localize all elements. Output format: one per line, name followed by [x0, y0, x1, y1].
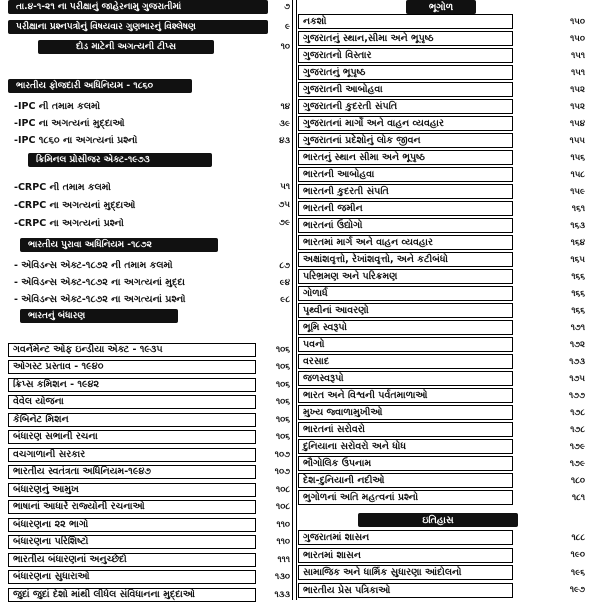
page-number: ૧૬૪ [570, 237, 585, 248]
index-entry[interactable] [298, 547, 595, 565]
entry-title: - એવિડન્સ એક્ટ-૧૮૭૨ ના અગત્યનાં પ્રશ્નો [14, 294, 186, 305]
page-number: ૧૦૬ [275, 432, 290, 443]
entry-title: ગુજરાતનો વિસ્તાર [298, 48, 513, 63]
index-entry[interactable] [8, 569, 292, 587]
page-number: ૧૦૭ [274, 449, 290, 460]
entry-title: જળસ્વરૂપો [298, 371, 513, 386]
page-number: ૧૭૮ [570, 407, 585, 418]
entry-title: વેવેલ યોજના [8, 395, 256, 409]
index-entry[interactable] [298, 234, 595, 251]
entry-title: ભારતની કુદરતી સંપતિ [298, 184, 513, 199]
index-entry[interactable] [298, 582, 595, 600]
page-number: ૧૭૫ [569, 373, 585, 384]
entry-title: ગુજરાતની આબોહવા [298, 82, 513, 97]
page-number: ૧૭૧ [570, 322, 585, 333]
page-number: ૯૮ [280, 294, 290, 305]
ipc-section-header-label: ભારતીય ફોજદારી અધિનિયમ - ૧૮૬૦ [16, 81, 154, 91]
evidence-section-header[interactable] [20, 238, 218, 252]
crpc-section-header[interactable] [28, 153, 212, 167]
page-number: ૧૬૫ [570, 254, 585, 265]
index-entry[interactable] [298, 285, 595, 302]
crpc-section-header-label: ક્રિમિનલ પ્રોસીજર એક્ટ-૧૯૭૩ [36, 155, 150, 165]
index-entry[interactable] [8, 115, 292, 132]
page-number: ૧૦૭ [274, 467, 290, 478]
page-number: ૧૫૦ [570, 33, 585, 44]
page-number: ૧૫૬ [570, 152, 585, 163]
notification-header[interactable] [8, 0, 268, 14]
page-number: ૭૫ [278, 200, 290, 210]
ipc-section-header[interactable] [8, 79, 192, 93]
page-number: ૧૬૬ [571, 271, 585, 282]
entry-title: બંધારણ સભાની રચના [8, 430, 256, 444]
page-number: ૯ [284, 22, 290, 32]
page-number: ૧૧૦ [276, 519, 290, 530]
index-entry[interactable] [298, 319, 595, 336]
entry-title: કેબિનેટ મિશન [8, 413, 256, 427]
page-number: ૧૭૮ [570, 424, 585, 435]
page-number: ૧૫૨ [570, 84, 585, 95]
tips-header-label: દોડ માટેની અગત્યની ટીપ્સ [75, 42, 177, 52]
index-entry[interactable] [8, 132, 292, 149]
entry-title: ભારત અને વિશ્વની પર્વતમાળાઓ [298, 388, 513, 403]
column-divider [296, 0, 297, 600]
index-entry[interactable] [8, 464, 292, 482]
entry-title: ભારતીય બંધારણનાં અનુચ્છેદો [8, 553, 256, 567]
index-entry[interactable] [298, 64, 595, 81]
index-entry[interactable] [8, 481, 292, 499]
index-entry[interactable] [8, 394, 292, 412]
entry-title: ભારતીય પ્રેસ પત્રિકાઓ [298, 583, 513, 598]
index-entry[interactable] [298, 387, 595, 404]
entry-title: બંધારણના પરિશિષ્ટો [8, 535, 256, 549]
entry-title: દેશ-દુનિયાની નદીઓ [298, 473, 513, 488]
entry-title: - એવિડન્સ એક્ટ-૧૮૭૨ ના અગત્યનાં મુદ્દા [14, 277, 185, 288]
page-number: ૧૦૮ [276, 484, 290, 495]
geography-section-header[interactable] [406, 0, 476, 14]
entry-title: ભારતની જમીન [298, 201, 513, 216]
index-entry[interactable] [8, 376, 292, 394]
entry-title: ગુજરાતનું ભૂપૃષ્ઠ [298, 65, 513, 80]
entry-title: પવનો [298, 337, 513, 352]
index-entry[interactable] [298, 421, 595, 438]
entry-title: ભારતમાં માર્ગ અને વાહન વ્યવહાર [298, 235, 513, 250]
page-number: ૧૦૬ [275, 414, 290, 425]
entry-title: ભારતનાં સરોવરો [298, 422, 513, 437]
entry-title: ગુજરાતનું સ્થાન,સીમા અને ભૂપૃષ્ઠ [298, 31, 513, 46]
index-entry[interactable] [8, 274, 292, 291]
entry-title: -CRPC ના અગત્યનાં પ્રશ્નો [14, 217, 124, 229]
page-number: ૧૧૧ [277, 554, 290, 565]
page-number: ૧૭૨ [569, 339, 585, 350]
page-number: ૧૬૬ [571, 288, 585, 299]
index-entry[interactable] [8, 411, 292, 429]
page-number: ૧૬૩ [570, 220, 585, 231]
page-number: ૧૭૯ [569, 458, 585, 469]
entry-title: ભુગોળનાં અતિ મહત્વનાં પ્રશ્નો [298, 490, 513, 505]
page-number: ૧૮૦ [571, 475, 585, 486]
index-entry[interactable] [8, 534, 292, 552]
entry-title: -CRPC ની તમામ કલમો [14, 181, 111, 193]
page-number: ૪૩ [279, 135, 290, 146]
entry-title: ઓગસ્ટ પ્રસ્તાવ - ૧૯૪૦ [8, 360, 256, 374]
index-entry[interactable] [298, 268, 595, 285]
index-entry[interactable] [298, 251, 595, 268]
index-entry[interactable] [8, 586, 292, 604]
index-entry[interactable] [298, 13, 595, 30]
tips-header[interactable] [38, 40, 214, 54]
page-number: ૮૭ [279, 260, 290, 271]
entry-title: ભારતનું સ્થાન સીમા અને ભૂપૃષ્ઠ [298, 150, 513, 165]
page-number: ૧૯૭ [569, 585, 585, 596]
index-entry[interactable] [298, 455, 595, 472]
index-entry[interactable] [298, 353, 595, 370]
history-section-header-label: ઇતિહાસ [422, 514, 454, 526]
entry-title: ગુજરાતનાં પ્રદેશોનું લોક જીવન [298, 133, 513, 148]
page-number: ૧૬૧ [571, 203, 585, 214]
entry-title: બંધારણનું આમુખ [8, 483, 256, 497]
index-entry[interactable] [298, 183, 595, 200]
entry-title: ગોળાર્ધ [298, 286, 513, 301]
index-entry[interactable] [298, 47, 595, 64]
page-number: ૧૯૦ [570, 550, 585, 561]
geography-section-header-label: ભૂગોળ [428, 1, 454, 13]
entry-title: -IPC ૧૮૬૦ ના અગત્યનાં પ્રશ્નો [14, 135, 138, 146]
index-entry[interactable] [298, 472, 595, 489]
page-number: ૧૩૩ [274, 589, 290, 600]
entry-title: પરિભ્રમણ અને પરિક્રમણ [298, 269, 513, 284]
index-entry[interactable] [298, 489, 595, 506]
page-number: ૧૫૨ [570, 101, 585, 112]
page-number: ૫૧ [280, 182, 290, 192]
entry-title: જુદાં જુદાં દેશો માંથી લીધેલ સંવિધાનના મુદ્દાઓ [8, 588, 256, 602]
page-number: ૧૭૭ [569, 390, 585, 401]
entry-title: ભારતીય સ્વતંત્રતા અધિનિયમ-૧૯૪૭ [8, 465, 256, 479]
entry-title: ગુજરાતની કુદરતી સંપતિ [298, 99, 513, 114]
history-section-header[interactable] [358, 513, 518, 527]
page-number: ૧૦ [280, 42, 290, 52]
index-entry[interactable] [298, 438, 595, 455]
page-number: ૧૮૮ [571, 532, 585, 543]
index-entry[interactable] [298, 200, 595, 217]
index-entry[interactable] [298, 98, 595, 115]
index-entry[interactable] [298, 81, 595, 98]
index-entry[interactable] [8, 499, 292, 517]
entry-title: વચગાળાની સરકાર [8, 448, 256, 462]
entry-title: -CRPC ના અગત્યનાં મુદ્દાઓ [14, 199, 136, 211]
index-entry[interactable] [8, 429, 292, 447]
evidence-section-header-label: ભારતીય પુરાવા અધિનિયમ -૧૮૭૨ [28, 240, 152, 250]
page-number: ૧૯૬ [571, 567, 585, 578]
page-number: ૧૬૬ [571, 305, 585, 316]
page-number: ૧૩૦ [275, 572, 290, 583]
entry-title: મુખ્ય જ્વાળામુખીઓ [298, 405, 513, 420]
entry-title: ગુજરાતમાં શાસન [298, 530, 513, 545]
page-number: ૧૫૧ [571, 67, 585, 78]
index-entry[interactable] [8, 341, 292, 359]
page-number: ૩૯ [279, 118, 290, 129]
index-entry[interactable] [298, 336, 595, 353]
page-number: ૧૦૬ [275, 379, 290, 390]
analysis-header-label: પરીક્ષાના પ્રશ્નપત્રોનું વિષયવાર ગુણભારનું વિશ્લેષણ [16, 22, 196, 32]
entry-title: ભૌગોલિક ઉપનામ [298, 456, 513, 471]
page-number: ૧૮૧ [571, 492, 585, 503]
entry-title: ભાષાનાં આધારે રાજ્યોની રચનાઓ [8, 500, 256, 514]
index-entry[interactable] [8, 257, 292, 274]
index-entry[interactable] [8, 291, 292, 308]
index-entry[interactable] [298, 30, 595, 47]
constitution-section-header[interactable] [20, 309, 178, 323]
entry-title: ભારતમાં શાસન [298, 548, 513, 563]
notification-header-label: તા.૪-૧-૨૧ ના પરીક્ષાનું જાહેરનામુ ગુજરાતીમાં [16, 2, 182, 12]
index-entry[interactable] [298, 166, 595, 183]
entry-title: બંધારણના ૨૨ ભાગો [8, 518, 256, 532]
page-number: ૯૪ [279, 277, 290, 288]
entry-title: ગવર્નમેન્ટ ઓફ ઇન્ડીયા એક્ટ - ૧૯૩૫ [8, 343, 256, 357]
page-number: ૧૫૫ [569, 135, 585, 146]
entry-title: ભારતનાં ઉદ્યોગો [298, 218, 513, 233]
right-column [298, 0, 595, 600]
page-number: ૧૧૦ [276, 537, 290, 548]
analysis-header[interactable] [8, 20, 268, 34]
index-entry[interactable] [8, 214, 292, 232]
entry-title: ભારતની આબોહવા [298, 167, 513, 182]
entry-title: ગુજરાતનાં માર્ગો અને વાહન વ્યવહાર [298, 116, 513, 131]
entry-title: સામાજિક અને ધાર્મિક સુધારણા આંદોલનો [298, 565, 513, 580]
entry-title: અક્ષાંશવૃત્તો, રેખાંશવૃત્તો, અને કટીબંધો [298, 252, 513, 267]
index-entry[interactable] [8, 359, 292, 377]
page-number: ૧૪ [280, 101, 290, 112]
entry-title: ક્રિપ્સ કમિશન - ૧૯૪૨ [8, 378, 256, 392]
index-entry[interactable] [8, 516, 292, 534]
page-number: ૧૦૬ [275, 362, 290, 373]
index-entry[interactable] [298, 564, 595, 582]
page-number: ૧૫૪ [569, 118, 585, 129]
page-number: ૧૫૧ [571, 50, 585, 61]
entry-title: -IPC ની તમામ કલમો [14, 101, 101, 112]
entry-title: બંધારણના સુધારાઓ [8, 570, 256, 584]
entry-title: - એવિડન્સ એક્ટ-૧૮૭૨ ની તમામ કલમો [14, 260, 173, 271]
index-entry[interactable] [298, 302, 595, 319]
page-number: ૭ [284, 2, 290, 12]
index-entry[interactable] [8, 178, 292, 196]
index-entry[interactable] [8, 98, 292, 115]
index-entry[interactable] [298, 217, 595, 234]
index-entry[interactable] [298, 370, 595, 387]
page-number: ૧૦૬ [275, 397, 290, 408]
index-entry[interactable] [298, 404, 595, 421]
index-entry[interactable] [8, 551, 292, 569]
page-number: ૧૫૯ [570, 186, 585, 197]
entry-title: વરસાદ [298, 354, 513, 369]
entry-title: ભૂમિ સ્વરૂપો [298, 320, 513, 335]
index-entry[interactable] [298, 132, 595, 149]
entry-title: -IPC ના અગત્યનાં મુદ્દાઓ [14, 118, 125, 129]
page-number: ૧૦૬ [275, 344, 290, 355]
page-number: ૧૫૦ [570, 16, 585, 27]
constitution-section-header-label: ભારતનું બંધારણ [28, 311, 86, 321]
index-entry[interactable] [298, 149, 595, 166]
page-number: ૭૯ [279, 218, 290, 228]
entry-title: નકશો [298, 14, 513, 29]
page-number: ૧૭૩ [569, 356, 585, 367]
entry-title: દુનિયાના સરોવરો અને ધોધ [298, 439, 513, 454]
index-entry[interactable] [298, 115, 595, 132]
index-entry[interactable] [8, 446, 292, 464]
left-column [8, 0, 292, 600]
column-divider [292, 0, 293, 600]
page-number: ૧૦૮ [276, 502, 290, 513]
entry-title: પૃથ્વીનાં આવરણો [298, 303, 513, 318]
page-number: ૧૫૮ [570, 169, 585, 180]
page-number: ૧૭૯ [569, 441, 585, 452]
index-entry[interactable] [8, 196, 292, 214]
index-entry[interactable] [298, 529, 595, 547]
